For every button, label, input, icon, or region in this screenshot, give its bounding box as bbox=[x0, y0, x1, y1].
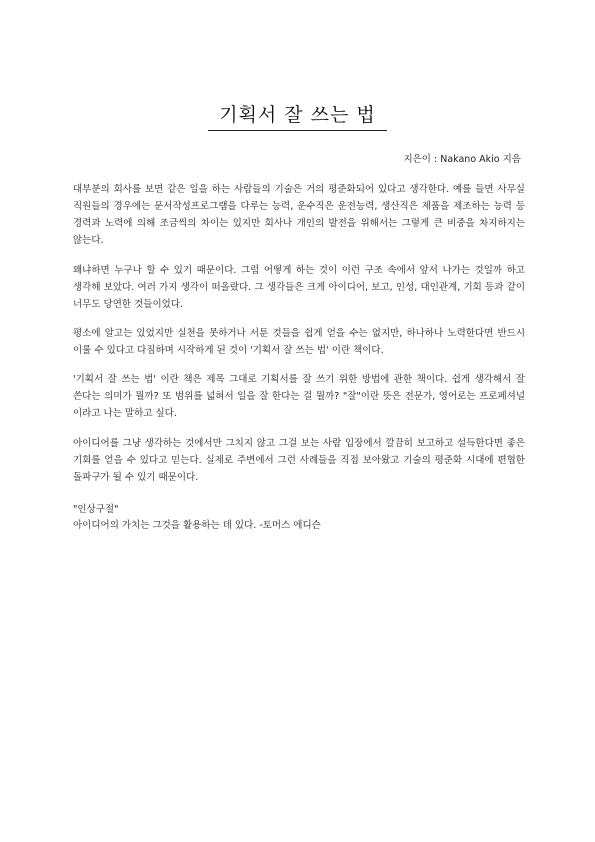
paragraph-5: 아이디어를 그냥 생각하는 것에서만 그치지 않고 그걸 보는 사람 입장에서 깔끔히 보고하고 설득한다면 좋은 기회를 얻을 수 있다고 믿는다. 실제로 주변에서 그런 사례들을 직접 보아왔고 기술의 평준화 시대에 편협한 돌파구가 될 수 있기 때문이다. bbox=[73, 438, 525, 483]
title-container bbox=[0, 100, 595, 129]
title-underline bbox=[208, 130, 387, 131]
quote-heading: "인상구절" bbox=[73, 504, 119, 515]
paragraph-2: 왜냐하면 누구나 할 수 있기 때문이다. 그럼 어떻게 하는 것이 이런 구조 속에서 앞서 나가는 것일까 하고 생각해 보았다. 여러 가지 생각이 떠올랐다. 그 생각들은 크게 아이디어, 보고, 인성, 대인관계, 기회 등과 같이 너무도 당연한 것들이었다. bbox=[73, 265, 525, 310]
paragraph-3: 평소에 알고는 있었지만 실천을 못하거나 서툰 것들을 쉽게 얻을 수는 없지만, 하나하나 노력한다면 반드시 이룰 수 있다고 다짐하며 시작하게 된 것이 '기획서 잘 쓰는 법' 이란 책이다. bbox=[73, 328, 525, 356]
paragraph-4: '기획서 잘 쓰는 법' 이란 책은 제목 그대로 기획서를 잘 쓰기 위한 방법에 관한 책이다. 쉽게 생각해서 잘 쓴다는 의미가 뭘까? 또 범위를 넓혀서 일을 잘 한다는 걸 뭘까? "잘"이란 뜻은 전문가, 영어로는 프로페셔널 이라고 나는 말하고 싶다. bbox=[73, 374, 525, 419]
author-line: 지은이 : Nakano Akio 지음 bbox=[403, 154, 521, 165]
document-title: 기획서 잘 쓰는 법 bbox=[219, 104, 376, 126]
quote-text: 아이디어의 가치는 그것을 활용하는 데 있다. -토머스 에디슨 bbox=[73, 520, 321, 531]
paragraph-1: 대부분의 회사를 보면 같은 일을 하는 사람들의 기술은 거의 평준화되어 있다고 생각한다. 예를 들면 사무실 직원들의 경우에는 문서작성프로그램을 다루는 능력, 운수직은 운전능력, 생산직은 제품을 제조하는 능력 등 경력과 노력에 의해 조금씩의 차이는 있지만 회사나 개인의 발전을 위해서는 그렇게 큰 비중을 차지하지는 않는다. bbox=[73, 184, 525, 246]
